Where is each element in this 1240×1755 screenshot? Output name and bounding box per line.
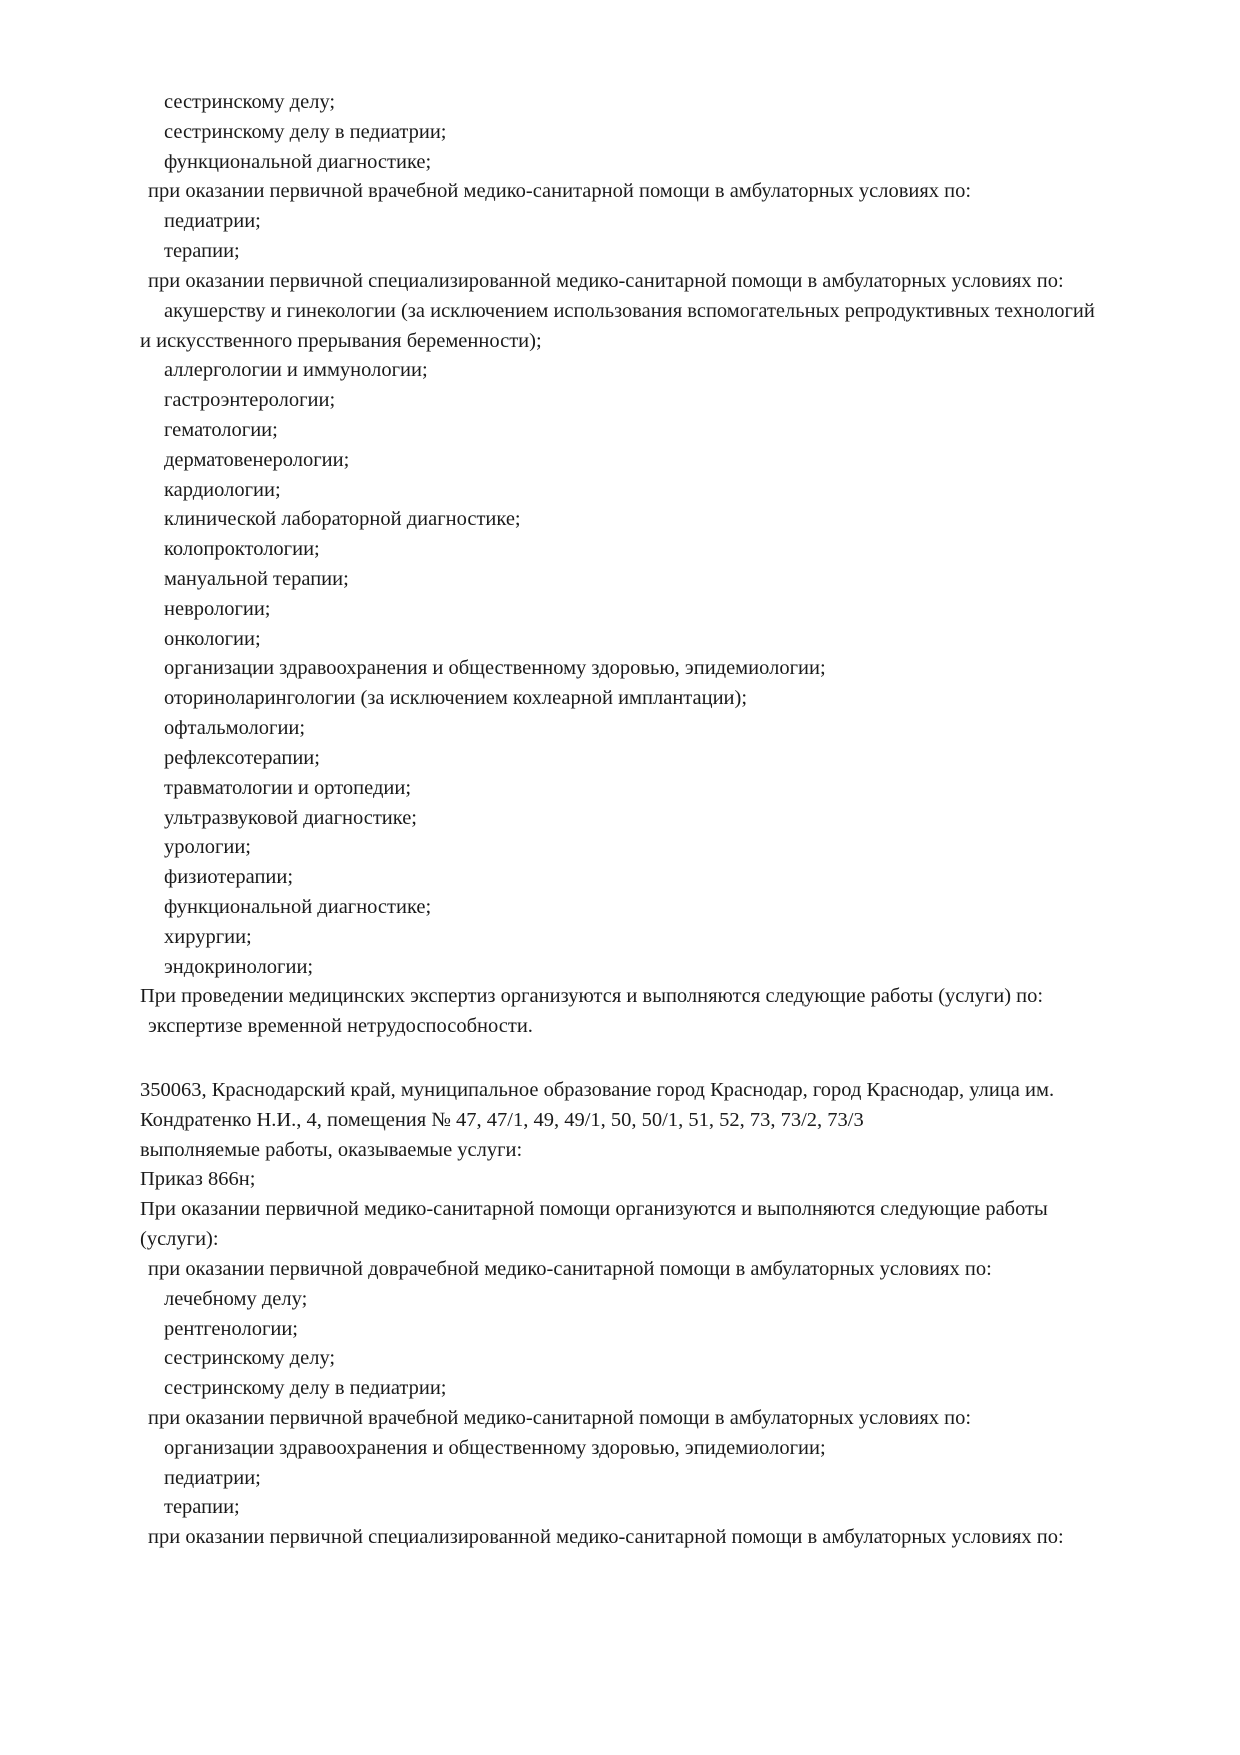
service-line: терапии; [164,240,240,263]
service-line: дерматовенерологии; [164,448,350,471]
address-line: педиатрии; [164,1466,261,1489]
address-line: 350063, Краснодарский край, муниципальное образование город Краснодар, город Краснодар, улица им. Кондратенко Н.И., 4, помещения № 47, 47/1, 49, 49/1, 50, 50/1, 51, 52, 73, 73/2, 73/3 [140,1079,1055,1131]
service-line: неврологии; [164,597,271,620]
service-line: гастроэнтерологии; [164,389,336,412]
service-line: акушерству и гинекологии (за исключением использования вспомогательных репродуктивных технологий и искусственного прерывания беременности); [140,299,1095,352]
service-line: хирургии; [164,925,252,948]
service-line: аллергологии и иммунологии; [164,359,428,382]
service-line: клинической лабораторной диагностике; [164,508,521,531]
service-line: при оказании первичной врачебной медико-санитарной помощи в амбулаторных условиях по: [148,180,972,203]
services-list-section-1 [140,88,1100,1042]
address-line: организации здравоохранения и общественному здоровью, эпидемиологии; [164,1436,826,1459]
address-line: рентгенологии; [164,1317,298,1340]
service-line: сестринскому делу; [164,91,336,113]
address-line: выполняемые работы, оказываемые услуги: [140,1138,523,1161]
section-spacer [140,1042,1100,1076]
service-line: функциональной диагностике; [164,150,432,173]
address-line: терапии; [164,1496,240,1519]
service-line: функциональной диагностике; [164,895,432,918]
service-line: кардиологии; [164,478,281,501]
address-line: лечебному делу; [164,1287,308,1310]
service-line: экспертизе временной нетрудоспособности. [148,1015,533,1038]
address-section-2 [140,1076,1100,1553]
service-line: колопроктологии; [164,538,320,561]
address-line: При оказании первичной медико-санитарной помощи организуются и выполняются следующие работы (услуги): [140,1198,1048,1251]
service-line: эндокринологии; [164,955,314,978]
service-line: гематологии; [164,418,278,441]
service-line: При проведении медицинских экспертиз организуются и выполняются следующие работы (услуги) по: [140,985,1044,1008]
service-line: сестринскому делу в педиатрии; [164,120,447,143]
service-line: при оказании первичной специализированной медико-санитарной помощи в амбулаторных условиях по: [148,269,1064,292]
document-body [140,88,1100,1553]
service-line: онкологии; [164,627,261,650]
service-line: офтальмологии; [164,717,306,740]
address-line: при оказании первичной специализированной медико-санитарной помощи в амбулаторных условиях по: [148,1526,1064,1549]
service-line: физиотерапии; [164,866,294,889]
service-line: организации здравоохранения и общественному здоровью, эпидемиологии; [164,657,826,680]
address-line: Приказ 866н; [140,1168,256,1191]
service-line: рефлексотерапии; [164,746,320,769]
address-line: сестринскому делу в педиатрии; [164,1377,447,1400]
address-line: при оказании первичной доврачебной медико-санитарной помощи в амбулаторных условиях по: [148,1257,992,1280]
service-line: педиатрии; [164,210,261,233]
service-line: травматологии и ортопедии; [164,776,412,799]
service-line: ультразвуковой диагностике; [164,806,417,829]
service-line: урологии; [164,836,252,859]
address-line: при оказании первичной врачебной медико-санитарной помощи в амбулаторных условиях по: [148,1406,972,1429]
service-line: мануальной терапии; [164,568,349,590]
address-line: сестринскому делу; [164,1347,336,1370]
service-line: оториноларингологии (за исключением кохлеарной имплантации); [164,687,748,710]
